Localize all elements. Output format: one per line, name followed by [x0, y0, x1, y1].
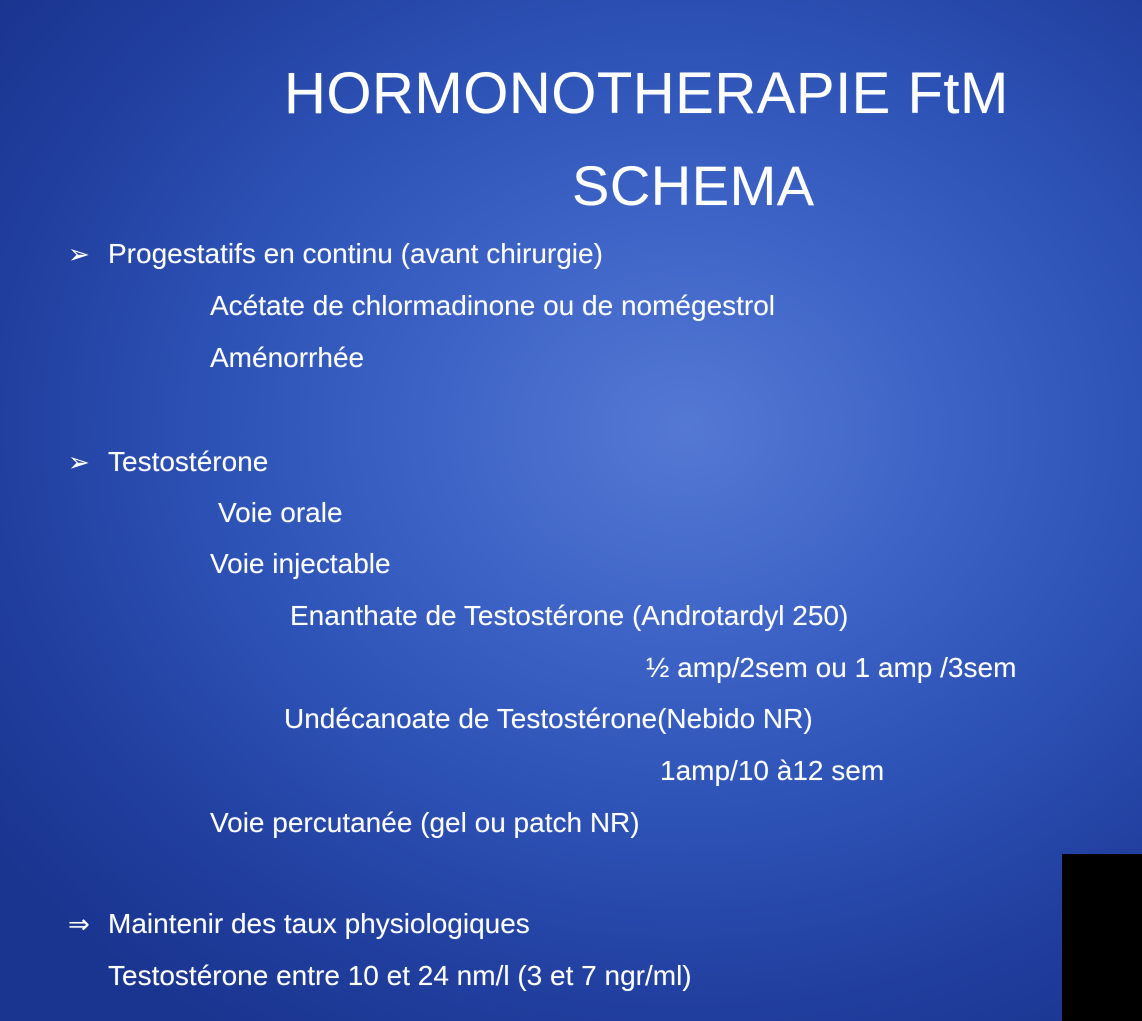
testosterone-levels: Testostérone entre 10 et 24 nm/l (3 et 7 ngr/ml) — [108, 960, 692, 991]
voie-orale: Voie orale — [218, 497, 343, 528]
enanthate-dose: ½ amp/2sem ou 1 amp /3sem — [646, 652, 1017, 683]
bullet-maintenir — [68, 906, 530, 942]
maintenir-heading: Maintenir des taux physiologiques — [108, 908, 530, 939]
arrowhead-bullet-icon: ➢ — [68, 239, 90, 269]
voie-injectable: Voie injectable — [210, 548, 391, 579]
voie-percutanee: Voie percutanée (gel ou patch NR) — [210, 807, 640, 838]
undecanoate-line: Undécanoate de Testostérone(Nebido NR) — [284, 703, 813, 734]
undecanoate-dose: 1amp/10 à12 sem — [660, 755, 885, 786]
arrowhead-bullet-icon: ➢ — [68, 447, 90, 477]
progestatifs-heading: Progestatifs en continu (avant chirurgie) — [108, 238, 603, 269]
black-overlay-box — [1062, 854, 1142, 1021]
slide-title: HORMONOTHERAPIE FtM — [284, 61, 1009, 126]
testosterone-heading: Testostérone — [108, 446, 269, 477]
progestatifs-item: Acétate de chlormadinone ou de nomégestrol — [210, 290, 776, 321]
double-arrow-icon: ⇒ — [68, 909, 90, 939]
enanthate-line: Enanthate de Testostérone (Androtardyl 250) — [290, 600, 849, 631]
slide-subtitle: SCHEMA — [572, 154, 815, 217]
progestatifs-item: Aménorrhée — [210, 342, 365, 373]
bullet-progestatifs — [68, 236, 603, 272]
bullet-testosterone — [68, 444, 268, 480]
